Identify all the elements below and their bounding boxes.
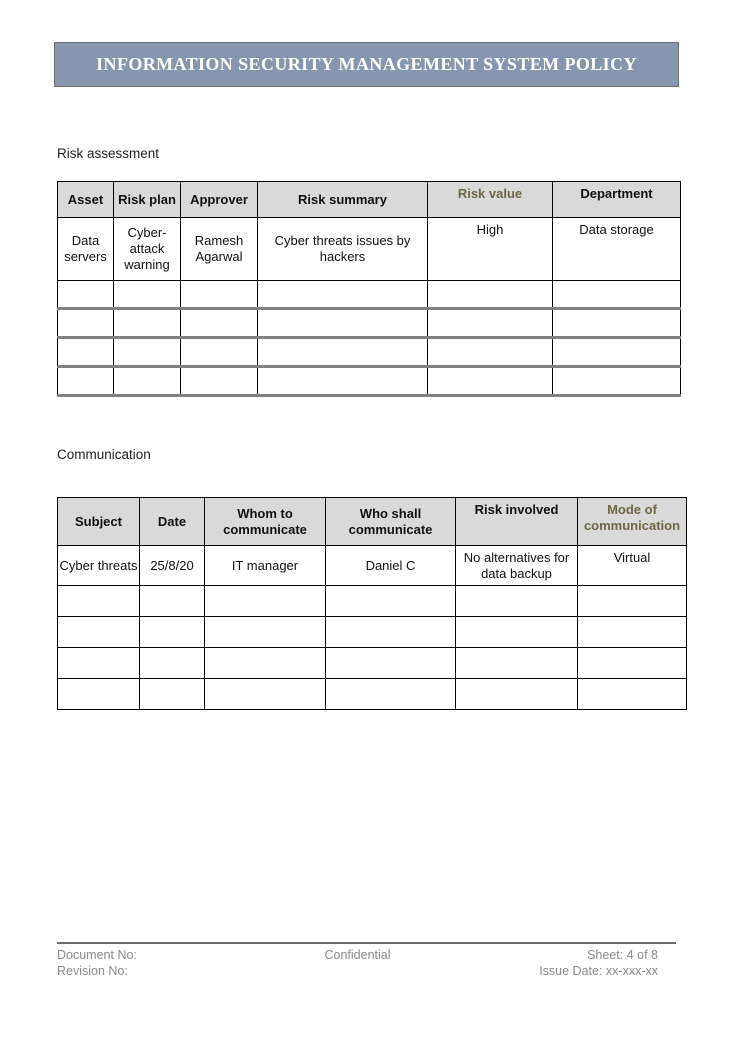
- table-cell: [456, 617, 578, 648]
- cell-risk-summary: Cyber threats issues by hackers: [258, 218, 428, 281]
- table-cell: [258, 367, 428, 396]
- cell-mode-of-communication: Virtual: [578, 546, 687, 586]
- communication-heading: Communication: [57, 447, 151, 462]
- table-cell: [428, 281, 553, 309]
- table-cell: [456, 679, 578, 710]
- table-cell: [140, 679, 205, 710]
- table-cell: [553, 309, 681, 338]
- table-cell: [58, 648, 140, 679]
- col-header-date: Date: [140, 498, 205, 546]
- issue-date-label: Issue Date: xx-xxx-xx: [539, 964, 658, 978]
- table-cell: [140, 648, 205, 679]
- table-cell: [205, 648, 326, 679]
- table-cell: [578, 617, 687, 648]
- table-cell: [114, 338, 181, 367]
- table-cell: [578, 586, 687, 617]
- table-cell: [326, 679, 456, 710]
- table-cell: [58, 617, 140, 648]
- risk-table-empty-row: [58, 309, 681, 338]
- comm-table-empty-row: [58, 648, 687, 679]
- confidential-label: Confidential: [324, 948, 391, 962]
- col-header-asset: Asset: [58, 182, 114, 218]
- comm-table-empty-row: [58, 617, 687, 648]
- comm-table-header-row: [58, 498, 687, 546]
- table-cell: [553, 281, 681, 309]
- table-cell: [428, 367, 553, 396]
- col-header-risk-involved: Risk involved: [456, 498, 578, 546]
- footer-left-block: [57, 947, 257, 979]
- cell-approver: Ramesh Agarwal: [181, 218, 258, 281]
- table-cell: [553, 367, 681, 396]
- table-cell: [578, 679, 687, 710]
- table-cell: [205, 617, 326, 648]
- table-cell: [456, 586, 578, 617]
- communication-table: [57, 497, 687, 710]
- page-footer: [57, 942, 676, 979]
- table-cell: [326, 617, 456, 648]
- col-header-approver: Approver: [181, 182, 258, 218]
- risk-assessment-table: [57, 181, 681, 397]
- sheet-label: Sheet: 4 of 8: [587, 948, 658, 962]
- document-no-label: Document No:: [57, 948, 137, 962]
- table-cell: [456, 648, 578, 679]
- risk-table-empty-row: [58, 338, 681, 367]
- table-cell: [58, 338, 114, 367]
- table-cell: [428, 338, 553, 367]
- table-cell: [181, 338, 258, 367]
- table-cell: [114, 309, 181, 338]
- footer-right-block: [458, 947, 676, 979]
- risk-table-empty-row: [58, 367, 681, 396]
- comm-table-empty-row: [58, 586, 687, 617]
- comm-table-empty-row: [58, 679, 687, 710]
- cell-department: Data storage: [553, 218, 681, 281]
- comm-table-data-row: [58, 546, 687, 586]
- col-header-risk-plan: Risk plan: [114, 182, 181, 218]
- col-header-whom-to-communicate: Whom to communicate: [205, 498, 326, 546]
- table-cell: [553, 338, 681, 367]
- table-cell: [114, 281, 181, 309]
- risk-table-empty-row: [58, 281, 681, 309]
- table-cell: [326, 586, 456, 617]
- table-cell: [114, 367, 181, 396]
- cell-whom-to-communicate: IT manager: [205, 546, 326, 586]
- cell-subject: Cyber threats: [58, 546, 140, 586]
- table-cell: [181, 367, 258, 396]
- cell-risk-plan: Cyber-attack warning: [114, 218, 181, 281]
- cell-risk-involved: No alternatives for data backup: [456, 546, 578, 586]
- footer-center-block: [257, 947, 457, 979]
- table-cell: [205, 586, 326, 617]
- risk-table-header-row: [58, 182, 681, 218]
- table-cell: [181, 281, 258, 309]
- col-header-mode-of-communication: Mode of communication: [578, 498, 687, 546]
- table-cell: [428, 309, 553, 338]
- table-cell: [205, 679, 326, 710]
- table-cell: [140, 617, 205, 648]
- cell-asset: Data servers: [58, 218, 114, 281]
- cell-risk-value: High: [428, 218, 553, 281]
- table-cell: [140, 586, 205, 617]
- table-cell: [58, 679, 140, 710]
- table-cell: [258, 338, 428, 367]
- document-title-banner: INFORMATION SECURITY MANAGEMENT SYSTEM POLICY: [54, 42, 679, 87]
- cell-who-shall-communicate: Daniel C: [326, 546, 456, 586]
- table-cell: [578, 648, 687, 679]
- table-cell: [58, 309, 114, 338]
- table-cell: [58, 281, 114, 309]
- table-cell: [58, 367, 114, 396]
- col-header-who-shall-communicate: Who shall communicate: [326, 498, 456, 546]
- col-header-department: Department: [553, 182, 681, 218]
- table-cell: [258, 309, 428, 338]
- risk-table-data-row: [58, 218, 681, 281]
- risk-assessment-heading: Risk assessment: [57, 146, 160, 161]
- table-cell: [258, 281, 428, 309]
- col-header-subject: Subject: [58, 498, 140, 546]
- table-cell: [326, 648, 456, 679]
- cell-date: 25/8/20: [140, 546, 205, 586]
- col-header-risk-summary: Risk summary: [258, 182, 428, 218]
- revision-no-label: Revision No:: [57, 964, 128, 978]
- table-cell: [58, 586, 140, 617]
- col-header-risk-value: Risk value: [428, 182, 553, 218]
- table-cell: [181, 309, 258, 338]
